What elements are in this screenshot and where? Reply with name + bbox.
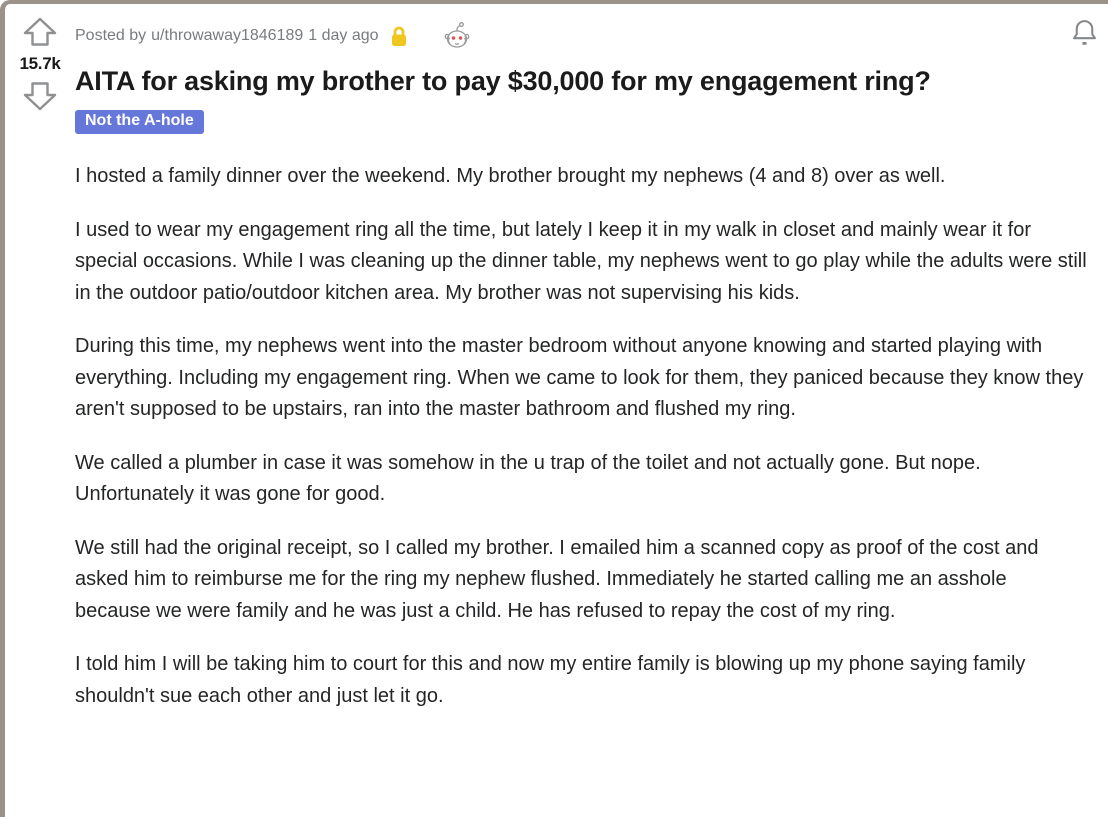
facepalm-award-icon[interactable]: [442, 20, 472, 52]
upvote-button[interactable]: [22, 16, 58, 48]
post-title: AITA for asking my brother to pay $30,000 for my engagement ring?: [75, 66, 931, 96]
author-username-link[interactable]: u/throwaway1846189: [151, 27, 304, 44]
post-meta-row: [75, 22, 1088, 50]
downvote-arrow-icon: [22, 100, 58, 115]
post-body: [75, 161, 1087, 712]
post-content: [75, 4, 1108, 712]
post-paragraph: I hosted a family dinner over the weekend. My brother brought my nephews (4 and 8) over as well.: [75, 165, 946, 188]
downvote-button[interactable]: [22, 80, 58, 112]
post-paragraph: We called a plumber in case it was somehow in the u trap of the toilet and not actually gone. But nope. Unfortunately it was gone for good.: [75, 451, 981, 506]
notification-bell-button[interactable]: [1071, 18, 1098, 47]
post-score: 15.7k: [19, 54, 61, 73]
post-paragraph: I used to wear my engagement ring all the time, but lately I keep it in my walk in closet and mainly wear it for special occasions. While I was cleaning up the dinner table, my nephews went to go play while the adults were still in the outdoor patio/outdoor kitchen area. My brother was not supervising his kids.: [75, 218, 1087, 304]
upvote-arrow-icon: [22, 36, 58, 51]
lock-icon: [390, 25, 408, 48]
post-paragraph: During this time, my nephews went into the master bedroom without anyone knowing and started playing with everything. Including my engagement ring. When we came to look for them, they paniced because they know they aren't supposed to be upstairs, ran into the master bathroom and flushed my ring.: [75, 335, 1084, 421]
flair-badge[interactable]: Not the A-hole: [75, 110, 204, 134]
posted-by-label: Posted by: [75, 27, 147, 44]
vote-column: [13, 16, 67, 112]
post-paragraph: We still had the original receipt, so I called my brother. I emailed him a scanned copy as proof of the cost and asked him to reimburse me for the ring my nephew flushed. Immediately he started calling me an asshole because we were family and he was just a child. He has refused to repay the cost of my ring.: [75, 536, 1039, 622]
post-timestamp: 1 day ago: [308, 27, 379, 44]
notification-bell-icon: [1071, 35, 1098, 50]
post-paragraph: I told him I will be taking him to court for this and now my entire family is blowing up my phone saying family shouldn't sue each other and just let it go.: [75, 653, 1026, 707]
